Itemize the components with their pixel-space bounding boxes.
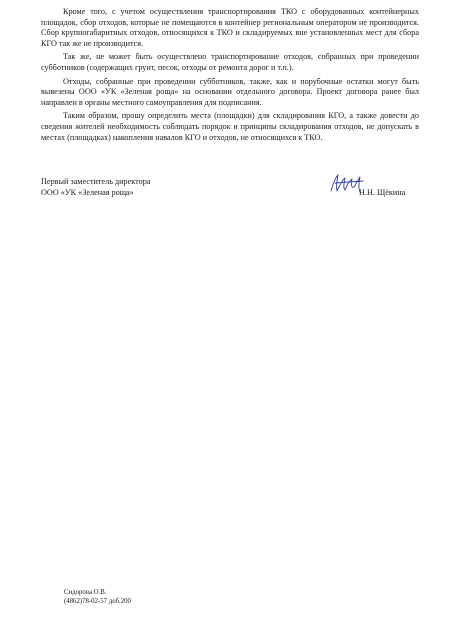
signer-name: Н.Н. Щёкина (359, 188, 406, 197)
paragraph-bulky-waste: Кроме того, с учетом осуществления транспортирования ТКО с оборудованных контейнерных площадок, сбор отходов, которые не помещаются в контейнер региональным оператором не производится. Сбор крупногабаритных отходов, относящихся к ТКО и складируемых вне установленных мест для сбора КГО так же не производится. (41, 7, 419, 48)
signature-block (41, 176, 419, 206)
letter-body (41, 7, 419, 143)
paragraph-request: Таким образом, прошу определить места (площадки) для складирования КГО, а также довести до сведения жителей необходимость соблюдать порядок и принципы складирования отходов, не допускать в местах (площадках) накопления навалов КГО и отходов, не относящихся к ТКО. (41, 111, 419, 142)
paragraph-separate-contract: Отходы, собранные при проведении субботников, также, как и порубочные остатки могут быть вывезены ООО «УК «Зеленая роща» на основании отдельного договора. Проект договора ранее был направлен в органы местного самоуправления для подписания. (41, 76, 419, 107)
contact-phone: (4862)78-02-57 доб.200 (64, 598, 131, 605)
contact-block (64, 588, 131, 606)
signer-position: Первый заместитель директора (41, 177, 151, 186)
contact-person: Сидорова О.В. (64, 589, 107, 596)
paragraph-subbotnik-waste: Так же, не может быть осуществлено транспортирование отходов, собранных при проведении субботников (содержащих грунт, песок, отходы от ремонта дорог и т.п.). (41, 52, 419, 72)
signer-company: ООО «УК «Зеленая роща» (41, 188, 134, 197)
